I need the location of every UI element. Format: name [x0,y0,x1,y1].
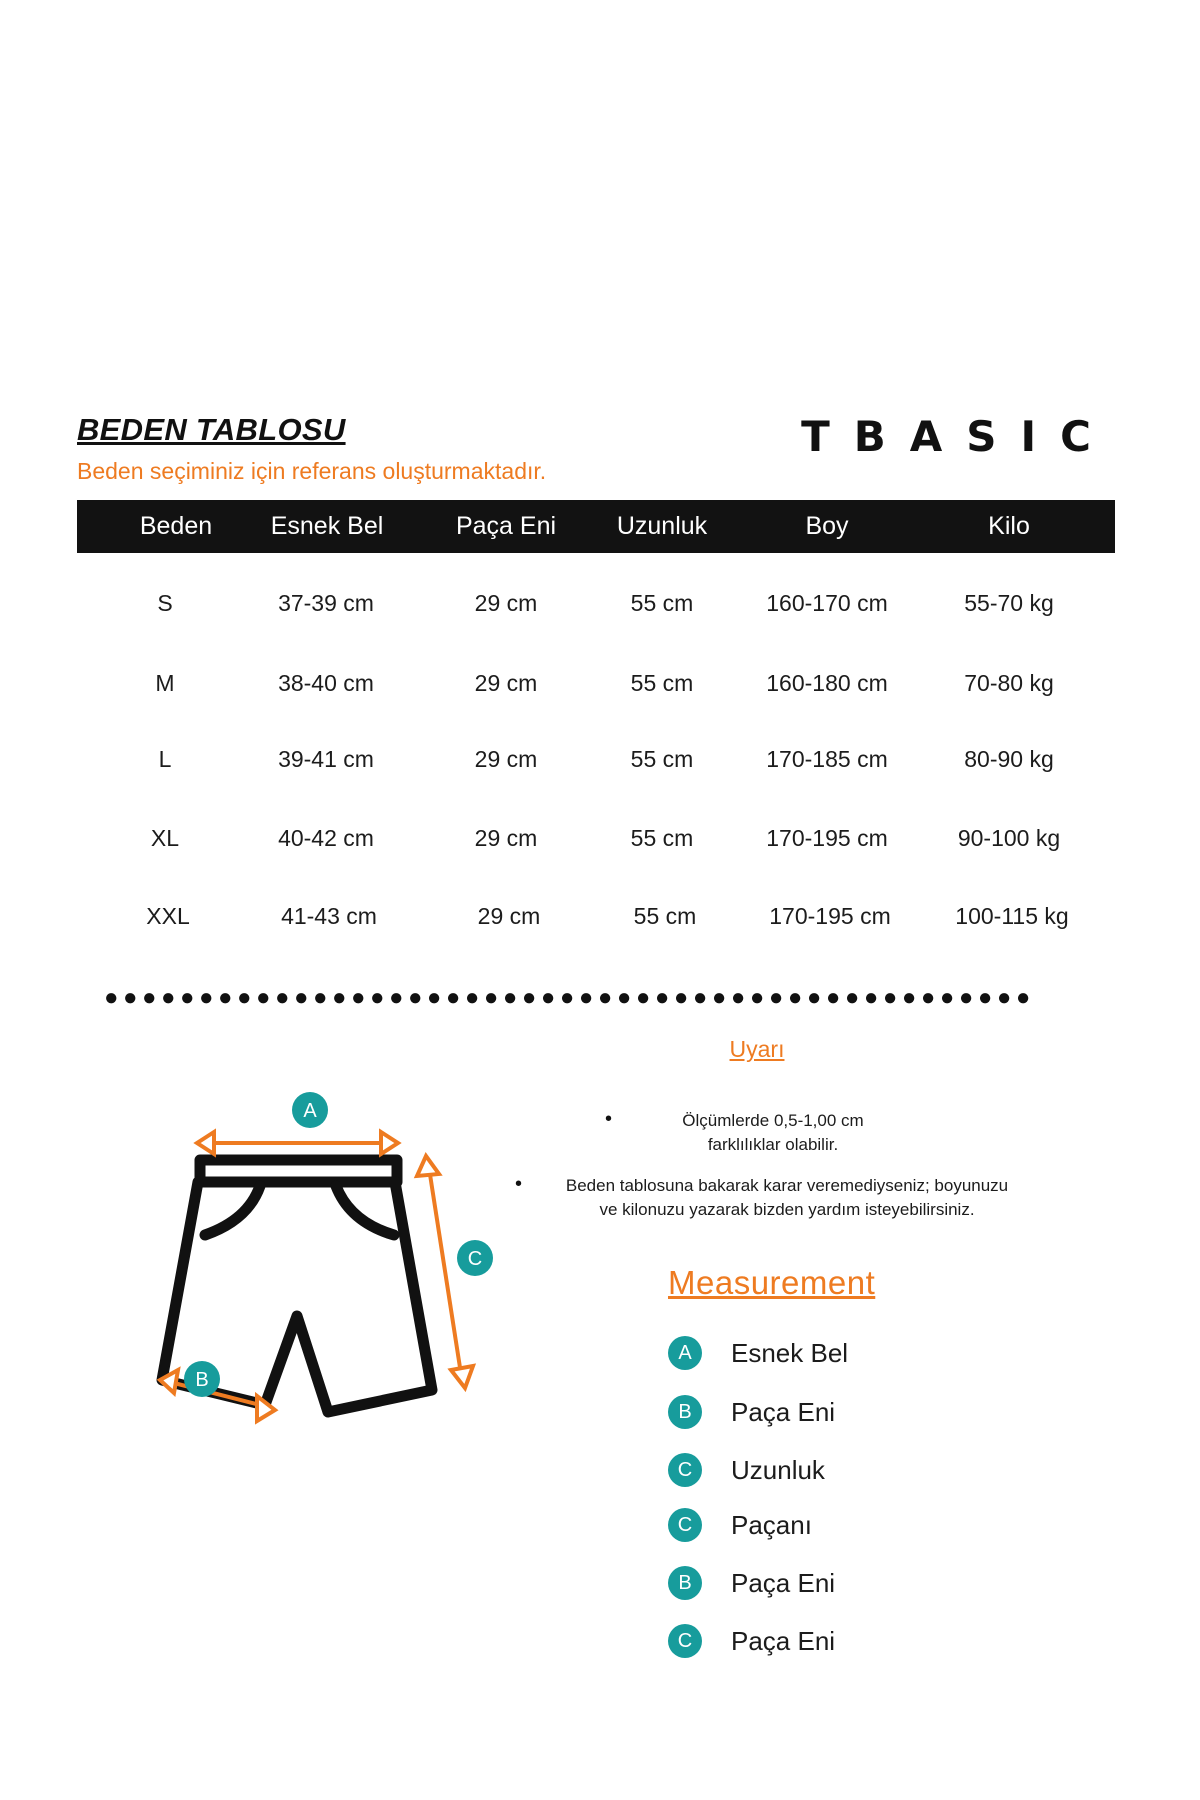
cell-leg-width: 29 cm [477,903,541,929]
legend-label: Esnek Bel [731,1338,849,1368]
badge-c [457,1240,493,1276]
warning-note-1 [682,1109,863,1157]
legend-badge: B [668,1566,702,1600]
cell-length: 55 cm [630,825,694,851]
column-header-kilo: Kilo [988,512,1030,540]
badge-b-label: B [195,1369,209,1391]
cell-weight: 80-90 kg [964,746,1054,772]
cell-length: 55 cm [633,903,697,929]
arrow-c-top-head [417,1156,439,1176]
arrow-a-left-head [197,1132,214,1154]
size-table-header [77,500,1115,553]
cell-size: S [157,590,173,616]
legend-label: Paça Eni [731,1568,836,1598]
cell-weight: 100-115 kg [955,903,1069,929]
column-header-uzunluk: Uzunluk [616,512,708,540]
arrow-b-line [170,1382,268,1407]
bullet-icon: • [515,1173,523,1195]
page-title: BEDEN TABLOSU [77,412,346,447]
cell-height: 160-180 cm [766,670,888,696]
cell-leg-width: 29 cm [474,746,538,772]
brand-logo: TBASIC [801,412,1115,461]
page-subtitle: Beden seçiminiz için referans oluşturmaktadır. [77,458,547,484]
column-header-beden: Beden [139,512,213,540]
legend-badge: C [668,1508,702,1542]
legend-label: Paça Eni [731,1397,836,1427]
cell-waist: 37-39 cm [278,590,374,616]
cell-size: L [158,746,172,772]
cell-length: 55 cm [630,590,694,616]
arrow-c-bottom-head [451,1366,473,1388]
badge-a-label: A [303,1100,317,1122]
badge-b [184,1361,220,1397]
cell-leg-width: 29 cm [474,670,538,696]
shorts-diagram [150,1090,510,1430]
warning-note-2-line-1: Beden tablosuna bakarak karar veremediyseniz; boyunuzu [565,1176,1009,1195]
badge-c-label: C [467,1248,483,1270]
cell-waist: 41-43 cm [281,903,377,929]
cell-size: XXL [146,903,190,929]
warning-title: Uyarı [729,1036,785,1062]
cell-height: 170-195 cm [769,903,891,929]
cell-height: 160-170 cm [766,590,888,616]
cell-height: 170-195 cm [766,825,888,851]
bullet-icon: • [605,1108,613,1130]
legend-badge: A [668,1336,702,1370]
arrow-c-line [429,1168,461,1374]
measurement-title: Measurement [668,1264,876,1301]
legend-label: Paça Eni [731,1626,836,1656]
legend-badge: B [668,1395,702,1429]
cell-weight: 70-80 kg [964,670,1054,696]
left-pocket [205,1186,260,1235]
cell-length: 55 cm [630,746,694,772]
dotted-divider: ●●●●●●●●●●●●●●●●●●●●●●●●●●●●●●●●●●●●●●●●●●●●●●●●● [104,984,1035,1011]
cell-weight: 90-100 kg [957,825,1061,851]
legend-badge: C [668,1624,702,1658]
column-header-esnek-bel: Esnek Bel [270,512,384,540]
column-header-paca-eni: Paça Eni [455,512,557,540]
legend-label: Uzunluk [731,1455,825,1485]
cell-height: 170-185 cm [766,746,888,772]
waistband [200,1160,397,1182]
legend-badge: C [668,1453,702,1487]
legend-label: Paçanı [731,1510,812,1540]
cell-weight: 55-70 kg [964,590,1054,616]
cell-waist: 40-42 cm [278,825,374,851]
right-pocket [336,1186,394,1235]
warning-note-1-line-2: farklılıklar olabilir. [707,1135,839,1154]
cell-size: M [155,670,175,696]
arrow-a-right-head [381,1132,398,1154]
cell-leg-width: 29 cm [474,590,538,616]
warning-note-2 [566,1174,1008,1222]
badge-a [292,1092,328,1128]
cell-waist: 39-41 cm [278,746,374,772]
cell-leg-width: 29 cm [474,825,538,851]
warning-note-2-line-2: ve kilonuzu yazarak bizden yardım isteyebilirsiniz. [599,1200,975,1219]
cell-length: 55 cm [630,670,694,696]
warning-note-1-line-1: Ölçümlerde 0,5-1,00 cm [682,1111,864,1130]
column-header-boy: Boy [805,512,849,540]
cell-waist: 38-40 cm [278,670,374,696]
cell-size: XL [150,825,180,851]
